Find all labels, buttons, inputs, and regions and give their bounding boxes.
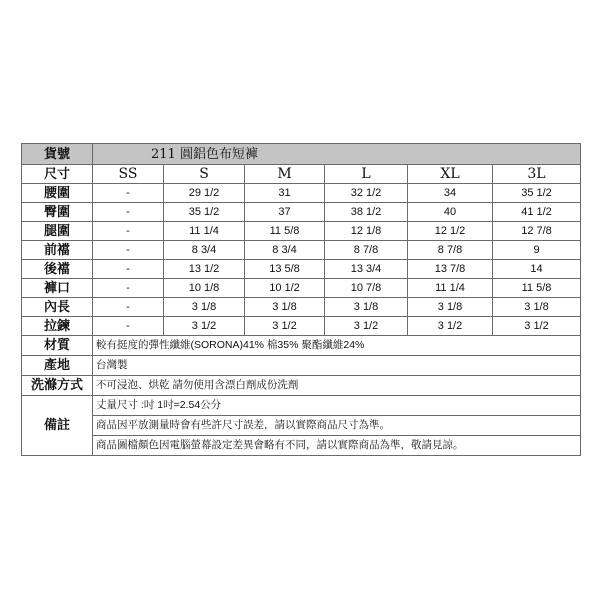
measurement-value: 3 1/2 xyxy=(164,317,245,336)
size-header: M xyxy=(245,165,325,184)
remarks-line: 商品因平放測量時會有些許尺寸誤差，請以實際商品尺寸為準。 xyxy=(93,416,581,436)
product-number-label: 貨號 xyxy=(22,144,93,165)
measurement-row xyxy=(22,222,581,241)
measurement-value: 12 1/2 xyxy=(408,222,493,241)
measurement-value: 38 1/2 xyxy=(325,203,408,222)
origin-text: 台灣製 xyxy=(93,356,581,376)
measurement-value: 13 5/8 xyxy=(245,260,325,279)
measurement-row xyxy=(22,203,581,222)
measurement-row xyxy=(22,298,581,317)
measurement-value: 3 1/8 xyxy=(493,298,581,317)
measurement-value: 8 7/8 xyxy=(408,241,493,260)
measurement-value: 13 7/8 xyxy=(408,260,493,279)
measurement-value: - xyxy=(93,298,164,317)
size-header: XL xyxy=(408,165,493,184)
remarks-row-1 xyxy=(22,396,581,416)
measurement-rows xyxy=(22,184,581,336)
measurement-value: 11 5/8 xyxy=(245,222,325,241)
measurement-value: 12 7/8 xyxy=(493,222,581,241)
remarks-line: 丈量尺寸 :吋 1吋=2.54公分 xyxy=(93,396,581,416)
measurement-value: 3 1/8 xyxy=(164,298,245,317)
measurement-label: 臀圍 xyxy=(22,203,93,222)
remarks-row-2 xyxy=(22,416,581,436)
measurement-value: 40 xyxy=(408,203,493,222)
washing-text: 不可浸泡、烘乾 請勿使用含漂白劑成份洗劑 xyxy=(93,376,581,396)
measurement-value: 3 1/2 xyxy=(325,317,408,336)
measurement-label: 內長 xyxy=(22,298,93,317)
measurement-value: 11 1/4 xyxy=(408,279,493,298)
measurement-row xyxy=(22,184,581,203)
header-row xyxy=(22,144,581,165)
measurement-value: 41 1/2 xyxy=(493,203,581,222)
size-header: 3L xyxy=(493,165,581,184)
measurement-value: - xyxy=(93,184,164,203)
measurement-value: 32 1/2 xyxy=(325,184,408,203)
washing-row xyxy=(22,376,581,396)
measurement-value: 3 1/8 xyxy=(408,298,493,317)
size-row-label: 尺寸 xyxy=(22,165,93,184)
measurement-row xyxy=(22,241,581,260)
measurement-value: - xyxy=(93,317,164,336)
measurement-value: - xyxy=(93,241,164,260)
measurement-value: 12 1/8 xyxy=(325,222,408,241)
product-title: 211 圓鋁色布短褲 xyxy=(93,144,581,165)
size-chart-table xyxy=(21,143,581,456)
measurement-label: 拉鍊 xyxy=(22,317,93,336)
measurement-value: 8 3/4 xyxy=(245,241,325,260)
measurement-value: 8 3/4 xyxy=(164,241,245,260)
measurement-value: 3 1/8 xyxy=(325,298,408,317)
washing-label: 洗滌方式 xyxy=(22,376,93,396)
measurement-value: 29 1/2 xyxy=(164,184,245,203)
measurement-value: 3 1/8 xyxy=(245,298,325,317)
measurement-value: 10 1/2 xyxy=(245,279,325,298)
remarks-row-3 xyxy=(22,436,581,456)
measurement-label: 前襠 xyxy=(22,241,93,260)
measurement-value: 10 1/8 xyxy=(164,279,245,298)
measurement-value: 9 xyxy=(493,241,581,260)
measurement-label: 腿圍 xyxy=(22,222,93,241)
measurement-label: 後襠 xyxy=(22,260,93,279)
measurement-value: 35 1/2 xyxy=(164,203,245,222)
material-row xyxy=(22,336,581,356)
measurement-value: - xyxy=(93,222,164,241)
measurement-value: 11 5/8 xyxy=(493,279,581,298)
material-label: 材質 xyxy=(22,336,93,356)
measurement-value: 10 7/8 xyxy=(325,279,408,298)
measurement-value: 35 1/2 xyxy=(493,184,581,203)
origin-row xyxy=(22,356,581,376)
remarks-line: 商品圖檔顏色因電腦螢幕設定差異會略有不同，請以實際商品為準，敬請見諒。 xyxy=(93,436,581,456)
measurement-value: 3 1/2 xyxy=(408,317,493,336)
size-header: SS xyxy=(93,165,164,184)
measurement-value: 11 1/4 xyxy=(164,222,245,241)
measurement-value: 8 7/8 xyxy=(325,241,408,260)
measurement-label: 腰圍 xyxy=(22,184,93,203)
measurement-value: 37 xyxy=(245,203,325,222)
measurement-value: 3 1/2 xyxy=(245,317,325,336)
measurement-label: 褲口 xyxy=(22,279,93,298)
measurement-value: - xyxy=(93,260,164,279)
size-row xyxy=(22,165,581,184)
measurement-row xyxy=(22,279,581,298)
measurement-value: - xyxy=(93,203,164,222)
measurement-value: 31 xyxy=(245,184,325,203)
measurement-value: 13 1/2 xyxy=(164,260,245,279)
measurement-value: 34 xyxy=(408,184,493,203)
size-header: S xyxy=(164,165,245,184)
measurement-value: - xyxy=(93,279,164,298)
material-text: 較有挺度的彈性纖維(SORONA)41% 棉35% 聚酯纖維24% xyxy=(93,336,581,356)
measurement-value: 3 1/2 xyxy=(493,317,581,336)
origin-label: 產地 xyxy=(22,356,93,376)
measurement-value: 14 xyxy=(493,260,581,279)
size-header: L xyxy=(325,165,408,184)
measurement-value: 13 3/4 xyxy=(325,260,408,279)
remarks-label: 備註 xyxy=(22,396,93,456)
measurement-row xyxy=(22,317,581,336)
measurement-row xyxy=(22,260,581,279)
